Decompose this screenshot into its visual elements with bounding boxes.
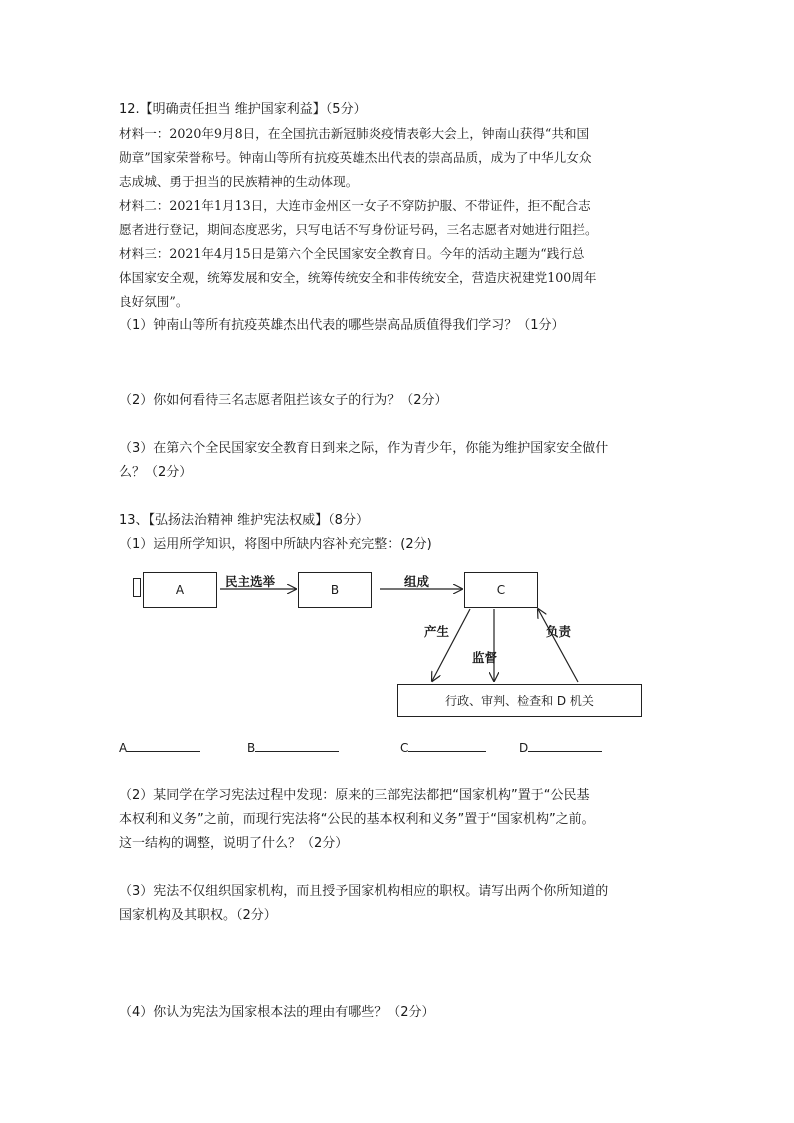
q13-sub2-line2: 本权利和义务”之前，而现行宪法将“公民的基本权利和义务”置于“国家机构”之前。 [119, 812, 595, 827]
blank-a-label: A [119, 741, 128, 755]
blank-a-line[interactable] [127, 739, 200, 752]
q13-sub2-line3: 这一结构的调整，说明了什么？（2分） [119, 836, 349, 851]
arrow-produce [432, 609, 470, 681]
q12-material1-line1: 材料一：2020年9月8日，在全国抗击新冠肺炎疫情表彰大会上，钟南山获得“共和国 [119, 126, 590, 141]
q12-material3-line1: 材料三：2021年4月15日是第六个全民国家安全教育日。今年的活动主题为“践行总 [119, 246, 585, 261]
q12-sub3-line2: 么？（2分） [119, 465, 193, 480]
q12-material3-line2: 体国家安全观，统筹发展和安全，统筹传统安全和非传统安全，营造庆祝建党100周年 [119, 270, 597, 285]
q12-title: 12.【明确责任担当 维护国家利益】（5分） [119, 102, 367, 117]
blank-b-label: B [247, 741, 256, 755]
label-elect: 民主选举 [225, 574, 276, 589]
blank-d-line[interactable] [528, 739, 602, 752]
q13-sub2-line1: （2）某同学在学习宪法过程中发现：原来的三部宪法都把“国家机构”置于“公民基 [119, 788, 590, 803]
blank-c-line[interactable] [408, 739, 486, 752]
q12-material1-line2: 勋章”国家荣誉称号。钟南山等所有抗疫英雄杰出代表的崇高品质，成为了中华儿女众 [119, 150, 592, 165]
q13-sub3-line2: 国家机构及其职权。（2分） [119, 908, 277, 923]
box-bottom-label: 行政、审判、检查和 D 机关 [445, 694, 594, 708]
blank-a[interactable] [119, 739, 200, 755]
label-supervise: 监督 [472, 650, 498, 665]
box-b-label: B [330, 583, 340, 597]
blank-c-label: C [400, 741, 409, 755]
q13-sub3-line1: （3）宪法不仅组织国家机构，而且授予国家机构相应的职权。请写出两个你所知道的 [119, 884, 609, 899]
blank-b-line[interactable] [255, 739, 339, 752]
blank-c[interactable] [400, 739, 486, 755]
blank-d[interactable] [519, 739, 602, 755]
blank-b[interactable] [247, 739, 339, 755]
q12-material2-line2: 愿者进行登记，期间态度恶劣，只写电话不写身份证号码，三名志愿者对她进行阻拦。 [119, 222, 598, 237]
q12-sub3-line1: （3）在第六个全民国家安全教育日到来之际，作为青少年，你能为维护国家安全做什 [119, 441, 609, 456]
q13-sub4: （4）你认为宪法为国家根本法的理由有哪些？（2分） [119, 1005, 435, 1020]
label-responsible: 负责 [546, 624, 572, 639]
q12-material3-line3: 良好氛围”。 [119, 294, 189, 309]
q13-title: 13、【弘扬法治精神 维护宪法权威】（8分） [119, 513, 369, 528]
box-c-label: C [496, 583, 506, 597]
q12-material1-line3: 志成城、勇于担当的民族精神的生动体现。 [119, 174, 359, 189]
label-form: 组成 [404, 574, 430, 589]
q12-sub2: （2）你如何看待三名志愿者阻拦该女子的行为？（2分） [119, 393, 448, 408]
blank-d-label: D [519, 741, 529, 755]
q12-sub1: （1）钟南山等所有抗疫英雄杰出代表的哪些崇高品质值得我们学习？（1分） [119, 318, 565, 333]
q12-material2-line1: 材料二：2021年1月13日，大连市金州区一女子不穿防护服、不带证件，拒不配合志 [119, 198, 591, 213]
box-a-label: A [175, 583, 185, 597]
q13-sub1: （1）运用所学知识，将图中所缺内容补充完整：(2分) [119, 537, 432, 552]
label-produce: 产生 [424, 624, 450, 639]
arrow-responsible [538, 609, 578, 682]
